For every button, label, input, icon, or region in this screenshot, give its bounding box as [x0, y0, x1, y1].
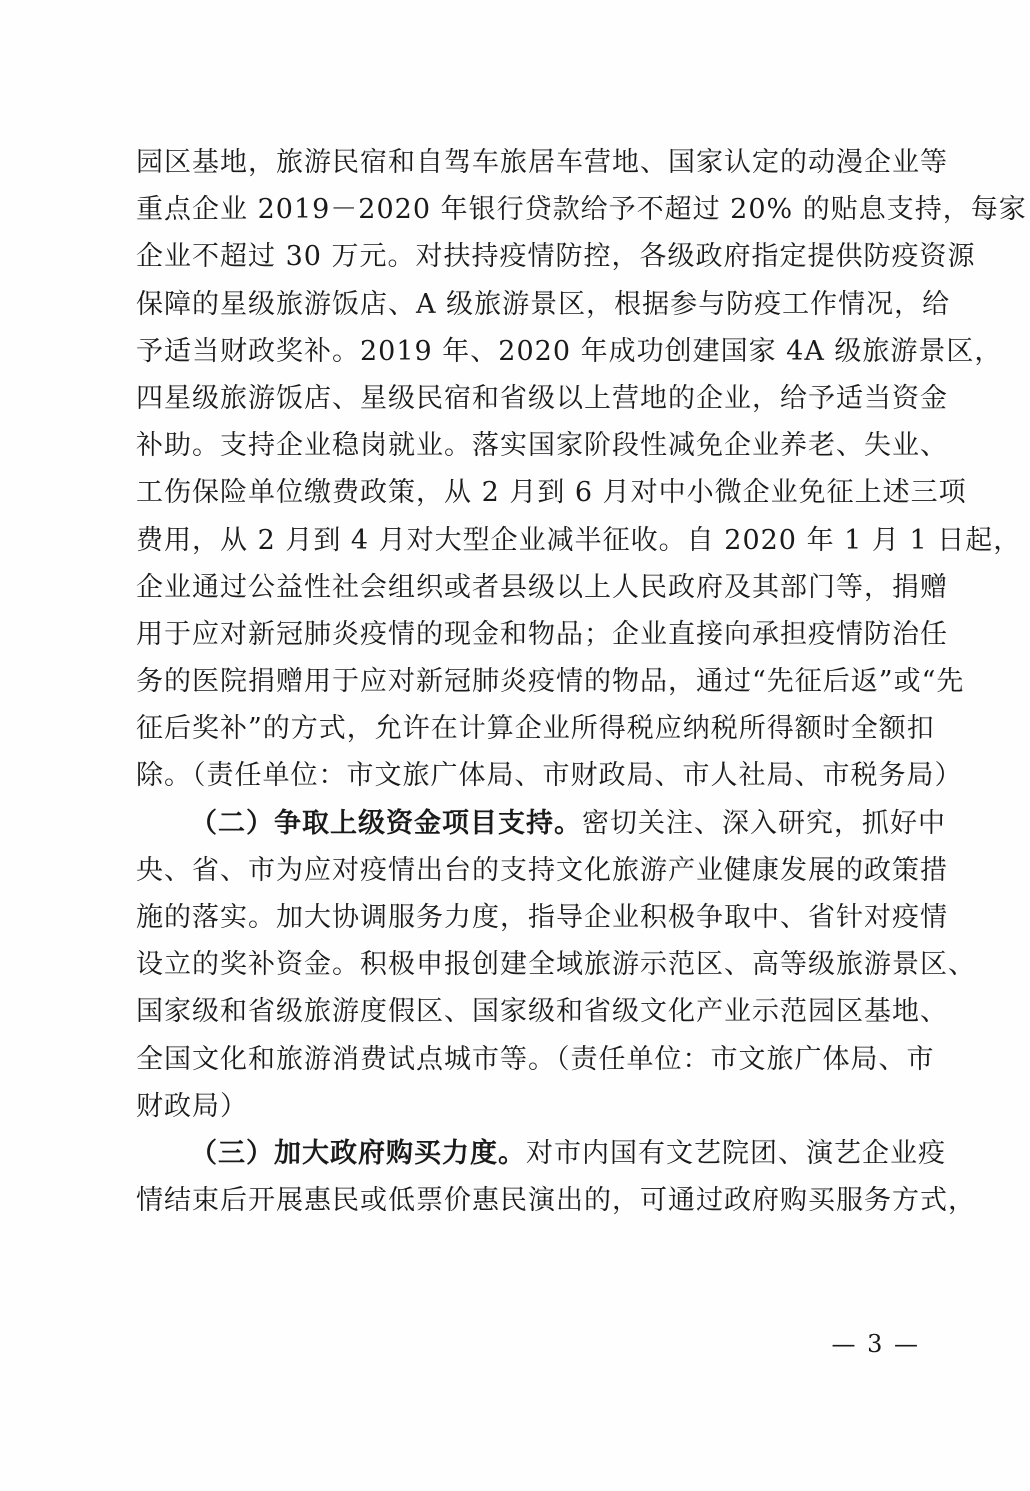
text-span: 密切关注、深入研究，抓好中 — [582, 807, 946, 839]
text-line: 用于应对新冠肺炎疫情的现金和物品；企业直接向承担疫情防治任 — [136, 618, 948, 650]
text-line: 园区基地，旅游民宿和自驾车旅居车营地、国家认定的动漫企业等 — [136, 147, 948, 178]
section-heading-line — [136, 800, 946, 847]
text-line: 征后奖补”的方式，允许在计算企业所得税应纳税所得额时全额扣 — [136, 713, 935, 745]
text-line: 四星级旅游饭店、星级民宿和省级以上营地的企业，给予适当资金 — [136, 382, 948, 414]
text-line: 予适当财政奖补。2019 年、2020 年成功创建国家 4A 级旅游景区， — [136, 335, 1003, 367]
text-line: 设立的奖补资金。积极申报创建全域旅游示范区、高等级旅游景区、 — [136, 949, 976, 981]
text-line: 补助。支持企业稳岗就业。落实国家阶段性减免企业养老、失业、 — [136, 430, 948, 462]
text-line: 施的落实。加大协调服务力度，指导企业积极争取中、省针对疫情 — [136, 902, 948, 933]
text-line: 财政局） — [136, 1090, 248, 1122]
section-heading: （三）加大政府购买力度。 — [190, 1137, 526, 1169]
text-line: 情结束后开展惠民或低票价惠民演出的，可通过政府购买服务方式， — [136, 1185, 976, 1217]
text-line: 工伤保险单位缴费政策，从 2 月到 6 月对中小微企业免征上述三项 — [136, 477, 967, 509]
text-line: 费用，从 2 月到 4 月对大型企业减半征收。自 2020 年 1 月 1 日起， — [136, 524, 1022, 556]
text-line: 央、省、市为应对疫情出台的支持文化旅游产业健康发展的政策措 — [136, 854, 948, 886]
text-line: 企业不超过 30 万元。对扶持疫情防控，各级政府指定提供防疫资源 — [136, 241, 976, 273]
text-span: 对市内国有文艺院团、演艺企业疫 — [526, 1137, 946, 1169]
document-body — [136, 139, 1027, 1224]
text-line: 保障的星级旅游饭店、A 级旅游景区，根据参与防疫工作情况，给 — [136, 288, 951, 320]
page-number: — 3 — — [831, 1330, 920, 1358]
text-line: 国家级和省级旅游度假区、国家级和省级文化产业示范园区基地、 — [136, 996, 948, 1028]
text-line: 重点企业 2019－2020 年银行贷款给予不超过 20% 的贴息支持，每家 — [136, 194, 1027, 226]
text-line: 除。（责任单位：市文旅广体局、市财政局、市人社局、市税务局） — [136, 760, 963, 792]
section-heading: （二）争取上级资金项目支持。 — [190, 807, 582, 839]
text-line: 务的医院捐赠用于应对新冠肺炎疫情的物品，通过“先征后返”或“先 — [136, 666, 965, 698]
text-line: 全国文化和旅游消费试点城市等。（责任单位：市文旅广体局、市 — [136, 1043, 935, 1075]
section-heading-line — [136, 1130, 946, 1177]
text-line: 企业通过公益性社会组织或者县级以上人民政府及其部门等，捐赠 — [136, 571, 948, 603]
